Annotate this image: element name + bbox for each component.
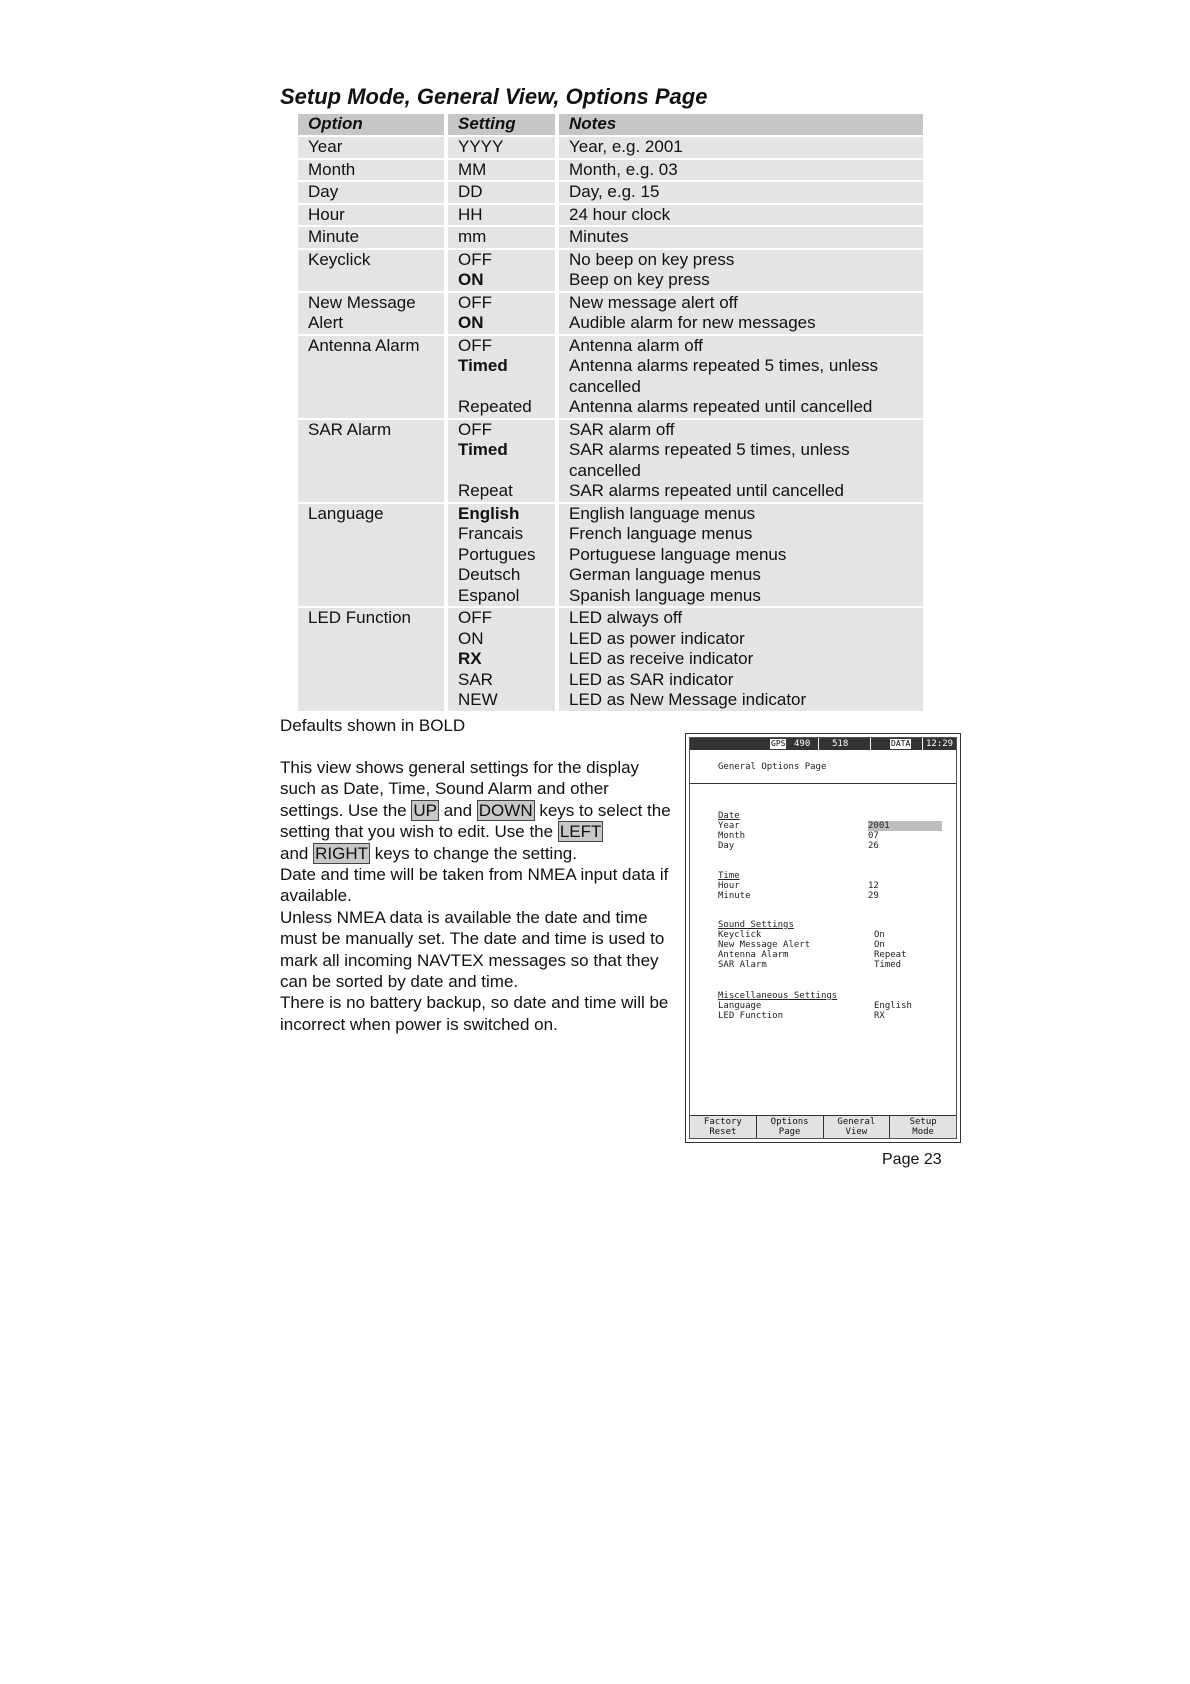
- notes-cell: [559, 250, 923, 291]
- setting-value: MM: [458, 159, 487, 179]
- frequency-490: 490: [794, 739, 811, 749]
- year-value[interactable]: 2001: [868, 821, 942, 831]
- frequency-518: 518: [832, 739, 849, 749]
- table-row: [298, 608, 923, 711]
- setting-value: Timed: [458, 440, 508, 459]
- description-paragraph-2: Date and time will be taken from NMEA input data if available.: [280, 865, 669, 906]
- setting-value: YYYY: [458, 137, 504, 156]
- setting-value: Timed: [458, 356, 508, 375]
- setting-cell: [448, 250, 559, 291]
- setting-value: OFF: [458, 335, 492, 355]
- setting-value: mm: [458, 227, 487, 246]
- note-line: Beep on key press: [569, 270, 710, 289]
- setting-value: English: [458, 503, 520, 523]
- misc-values: [874, 1001, 912, 1021]
- setting-value: Deutsch: [458, 565, 521, 584]
- setting-value: NEW: [458, 690, 498, 709]
- option-cell: Day: [298, 182, 448, 203]
- general-view-button[interactable]: General View: [824, 1116, 891, 1138]
- setting-cell: [448, 137, 559, 158]
- note-line: Portuguese language menus: [569, 544, 787, 564]
- setting-cell: [448, 227, 559, 248]
- device-screenshot: [685, 733, 961, 1143]
- notes-cell: [559, 504, 923, 607]
- note-line: Antenna alarms repeated until cancelled: [569, 397, 873, 416]
- table-row: [298, 160, 923, 181]
- month-label: Month: [718, 831, 746, 841]
- date-values: [868, 821, 942, 851]
- defaults-note: Defaults shown in BOLD: [280, 716, 466, 735]
- note-line: LED as New Message indicator: [569, 690, 807, 709]
- option-cell: Month: [298, 160, 448, 181]
- device-screen: [689, 737, 957, 1139]
- month-value[interactable]: 07: [868, 831, 879, 841]
- new-message-alert-value[interactable]: On: [874, 940, 885, 950]
- setting-cell: [448, 293, 559, 334]
- setting-value: OFF: [458, 419, 492, 439]
- setting-cell: [448, 336, 559, 418]
- note-line: Month, e.g. 03: [569, 159, 678, 179]
- sound-section: [718, 920, 810, 970]
- setting-value: ON: [458, 313, 484, 332]
- table-body: [298, 137, 923, 711]
- setting-cell: [448, 504, 559, 607]
- time-heading: Time: [718, 871, 740, 881]
- description-paragraph-4: There is no battery backup, so date and time will be incorrect when power is switched on.: [280, 993, 669, 1034]
- minute-label: Minute: [718, 891, 751, 901]
- notes-cell: [559, 336, 923, 418]
- led-function-value[interactable]: RX: [874, 1011, 885, 1021]
- description-text: keys to change the setting.: [369, 843, 577, 863]
- factory-reset-button[interactable]: Factory Reset: [690, 1116, 757, 1138]
- options-page-button[interactable]: Options Page: [757, 1116, 824, 1138]
- keyclick-value[interactable]: On: [874, 930, 885, 940]
- table-row: [298, 293, 923, 334]
- device-softkeys: [690, 1115, 956, 1138]
- language-value[interactable]: English: [874, 1001, 912, 1011]
- setting-value: OFF: [458, 292, 492, 312]
- setting-value: DD: [458, 182, 483, 201]
- description-paragraph-3: Unless NMEA data is available the date and time must be manually set. The date and time is used to mark all incoming NAVTEX messages so that they can be sorted by date and time.: [280, 907, 665, 992]
- setting-value: [458, 377, 555, 398]
- option-cell: Minute: [298, 227, 448, 248]
- note-line: German language menus: [569, 565, 761, 584]
- setting-value: Portugues: [458, 544, 536, 564]
- device-status-bar: [690, 738, 956, 750]
- time-values: [868, 881, 879, 901]
- misc-section: [718, 991, 837, 1021]
- note-line: Year, e.g. 2001: [569, 137, 683, 156]
- page-number: Page 23: [882, 1151, 942, 1168]
- table-row: [298, 205, 923, 226]
- note-line: LED as receive indicator: [569, 649, 754, 668]
- note-line: SAR alarms repeated until cancelled: [569, 481, 844, 500]
- setting-value: RX: [458, 649, 482, 668]
- key-down: DOWN: [478, 800, 533, 820]
- note-line: Spanish language menus: [569, 585, 761, 605]
- note-line: LED always off: [569, 608, 683, 627]
- note-line: Minutes: [569, 227, 629, 246]
- option-cell: Hour: [298, 205, 448, 226]
- keyclick-label: Keyclick: [718, 930, 762, 940]
- new-message-alert-label: New Message Alert: [718, 940, 811, 950]
- option-cell: Antenna Alarm: [298, 336, 448, 418]
- option-cell: Language: [298, 504, 448, 607]
- antenna-alarm-label: Antenna Alarm: [718, 950, 789, 960]
- year-label: Year: [718, 821, 740, 831]
- table-row: [298, 420, 923, 502]
- description-text: This view shows general settings for the display such as Date, Time, Sound Alarm and other settings. Use the: [280, 758, 640, 820]
- notes-cell: [559, 205, 923, 226]
- setting-cell: [448, 160, 559, 181]
- time-section: [718, 871, 751, 901]
- key-left: LEFT: [559, 822, 602, 842]
- device-page-title: General Options Page: [718, 762, 827, 772]
- description-text: keys to select the setting that you wish to edit. Use the: [280, 800, 671, 842]
- title-divider: [690, 783, 956, 784]
- note-line: New message alert off: [569, 292, 738, 312]
- hour-value[interactable]: 12: [868, 881, 879, 891]
- language-label: Language: [718, 1001, 762, 1011]
- column-header-notes: Notes: [559, 114, 923, 135]
- table-row: [298, 250, 923, 291]
- notes-cell: [559, 227, 923, 248]
- setting-value: OFF: [458, 249, 492, 269]
- note-line: No beep on key press: [569, 249, 735, 269]
- setting-cell: [448, 420, 559, 502]
- table-row: [298, 504, 923, 607]
- gps-indicator: GPS: [771, 739, 786, 748]
- setting-value: [458, 461, 555, 482]
- date-section: [718, 811, 745, 851]
- led-function-label: LED Function: [718, 1011, 784, 1021]
- day-label: Day: [718, 841, 735, 851]
- note-line: Antenna alarm off: [569, 335, 703, 355]
- antenna-alarm-value[interactable]: Repeat: [874, 950, 907, 960]
- day-value[interactable]: 26: [868, 841, 879, 851]
- status-divider: [922, 738, 923, 750]
- column-header-option: Option: [298, 114, 448, 135]
- setting-value: SAR: [458, 669, 493, 689]
- setting-cell: [448, 205, 559, 226]
- clock: 12:29: [926, 739, 954, 749]
- description-paragraph-1: [280, 757, 672, 864]
- page-title: Setup Mode, General View, Options Page: [280, 84, 708, 109]
- notes-cell: [559, 293, 923, 334]
- option-cell: New Message Alert: [298, 293, 448, 334]
- table-row: [298, 137, 923, 158]
- note-line: LED as SAR indicator: [569, 669, 734, 689]
- setting-value: ON: [458, 628, 484, 648]
- sar-alarm-label: SAR Alarm: [718, 960, 767, 970]
- hour-label: Hour: [718, 881, 740, 891]
- data-indicator: DATA: [891, 739, 911, 748]
- note-line: Antenna alarms repeated 5 times, unless cancelled: [569, 356, 879, 396]
- misc-heading: Miscellaneous Settings: [718, 991, 838, 1001]
- option-cell: Year: [298, 137, 448, 158]
- description-text: and: [280, 843, 314, 863]
- setup-mode-button[interactable]: Setup Mode: [890, 1116, 956, 1138]
- option-cell: SAR Alarm: [298, 420, 448, 502]
- note-line: French language menus: [569, 524, 753, 543]
- notes-cell: [559, 137, 923, 158]
- sar-alarm-value[interactable]: Timed: [874, 960, 902, 970]
- minute-value[interactable]: 29: [868, 891, 879, 901]
- option-cell: Keyclick: [298, 250, 448, 291]
- notes-cell: [559, 182, 923, 203]
- note-line: LED as power indicator: [569, 628, 745, 648]
- table-row: [298, 336, 923, 418]
- status-divider: [870, 738, 871, 750]
- status-divider: [818, 738, 819, 750]
- note-line: Day, e.g. 15: [569, 182, 660, 201]
- setting-value: ON: [458, 270, 484, 289]
- date-heading: Date: [718, 811, 740, 821]
- sound-values: [874, 930, 907, 970]
- note-line: Audible alarm for new messages: [569, 313, 816, 332]
- description-text: and: [438, 800, 477, 820]
- table-row: [298, 182, 923, 203]
- notes-cell: [559, 608, 923, 711]
- note-line: SAR alarm off: [569, 419, 675, 439]
- description: [280, 757, 672, 1035]
- options-table: [298, 112, 923, 713]
- note-line: SAR alarms repeated 5 times, unless cancelled: [569, 440, 850, 480]
- setting-value: OFF: [458, 608, 492, 627]
- key-up: UP: [413, 800, 437, 820]
- note-line: English language menus: [569, 503, 756, 523]
- notes-cell: [559, 160, 923, 181]
- setting-value: Repeat: [458, 481, 513, 500]
- table-header-row: [298, 114, 923, 135]
- setting-value: Francais: [458, 524, 524, 543]
- setting-value: HH: [458, 204, 483, 224]
- note-line: 24 hour clock: [569, 204, 671, 224]
- setting-value: Repeated: [458, 397, 532, 416]
- setting-cell: [448, 182, 559, 203]
- setting-cell: [448, 608, 559, 711]
- sound-heading: Sound Settings: [718, 920, 794, 930]
- setting-value: Espanol: [458, 585, 520, 605]
- column-header-setting: Setting: [448, 114, 559, 135]
- option-cell: LED Function: [298, 608, 448, 711]
- table-row: [298, 227, 923, 248]
- notes-cell: [559, 420, 923, 502]
- key-right: RIGHT: [315, 843, 368, 863]
